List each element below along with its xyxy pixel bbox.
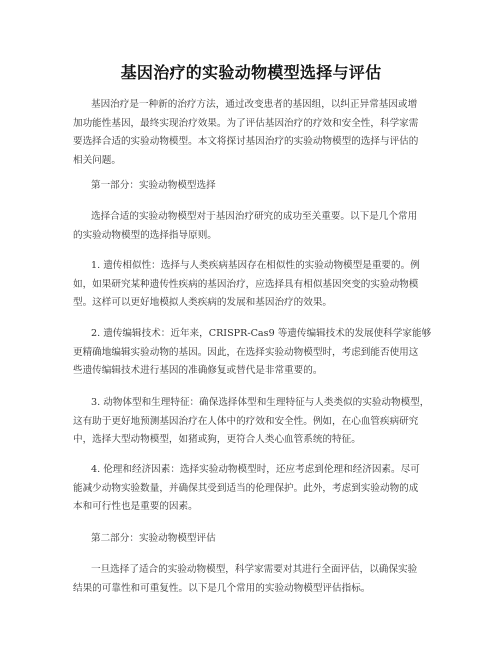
text-line: 这有助于更好地预测基因治疗在人体中的疗效和安全性。例如，在心血管疾病研究 [73, 415, 419, 427]
text-line: 中，选择大型动物模型，如猪或狗，更符合人类心血管系统的特征。 [73, 434, 361, 445]
paragraph-item-4 [73, 461, 433, 517]
text-line: 相关问题。 [73, 154, 121, 166]
section-heading-part1 [73, 177, 433, 196]
text-line: 本和可行性也是重要的因素。 [73, 501, 198, 512]
text-line: 更精确地编辑实验动物的基因。因此，在选择实验动物模型时，考虑到能否使用这 [73, 346, 419, 358]
text-line: 要选择合适的实验动物模型。本文将探讨基因治疗的实验动物模型的选择与评估的 [73, 136, 419, 147]
paragraph-part2-intro [73, 561, 433, 598]
text-line: 选择合适的实验动物模型对于基因治疗研究的成功至关重要。以下是几个常用 [91, 211, 418, 222]
text-line: 加功能性基因，最终实现治疗效果。为了评估基因治疗的疗效和安全性，科学家需 [73, 117, 419, 129]
text-line: 能减少动物实验数量，并确保其受到适当的伦理保护。此外，考虑到实验动物的成 [73, 482, 419, 494]
paragraph-intro [73, 96, 433, 170]
text-line: 4. 伦理和经济因素：选择实验动物模型时，还应考虑到伦理和经济因素。尽可 [91, 464, 420, 475]
text-line: 些遗传编辑技术进行基因的准确修复或替代是非常重要的。 [73, 365, 323, 376]
text-line: 结果的可靠性和可重复性。以下是几个常用的实验动物模型评估指标。 [73, 582, 371, 594]
text-line: 如，如果研究某种遗传性疾病的基因治疗，应选择具有相似基因突变的实验动物模 [73, 278, 419, 290]
paragraph-item-2 [73, 325, 433, 381]
paragraph-part1-intro [73, 208, 433, 245]
text-line: 第一部分：实验动物模型选择 [91, 180, 216, 191]
text-line: 2. 遗传编辑技术：近年来，CRISPR-Cas9 等遗传编辑技术的发展使科学家能够 [91, 328, 432, 339]
paragraph-item-1 [73, 257, 433, 313]
text-line: 一旦选择了适合的实验动物模型，科学家需要对其进行全面评估，以确保实验 [91, 564, 418, 575]
text-line: 型。这样可以更好地模拟人类疾病的发展和基因治疗的效果。 [73, 297, 333, 308]
document-title: 基因治疗的实验动物模型选择与评估 [120, 63, 382, 82]
paragraph-item-3 [73, 394, 433, 450]
text-line: 第二部分：实验动物模型评估 [91, 533, 216, 544]
text-line: 基因治疗是一种新的治疗方法，通过改变患者的基因组，以纠正异常基因或增 [91, 99, 418, 110]
text-line: 1. 遗传相似性：选择与人类疾病基因存在相似性的实验动物模型是重要的。例 [91, 260, 420, 271]
section-heading-part2 [73, 530, 433, 549]
text-line: 的实验动物模型的选择指导原则。 [73, 229, 217, 241]
text-line: 3. 动物体型和生理特征：确保选择体型和生理特征与人类类似的实验动物模型， [91, 397, 430, 408]
